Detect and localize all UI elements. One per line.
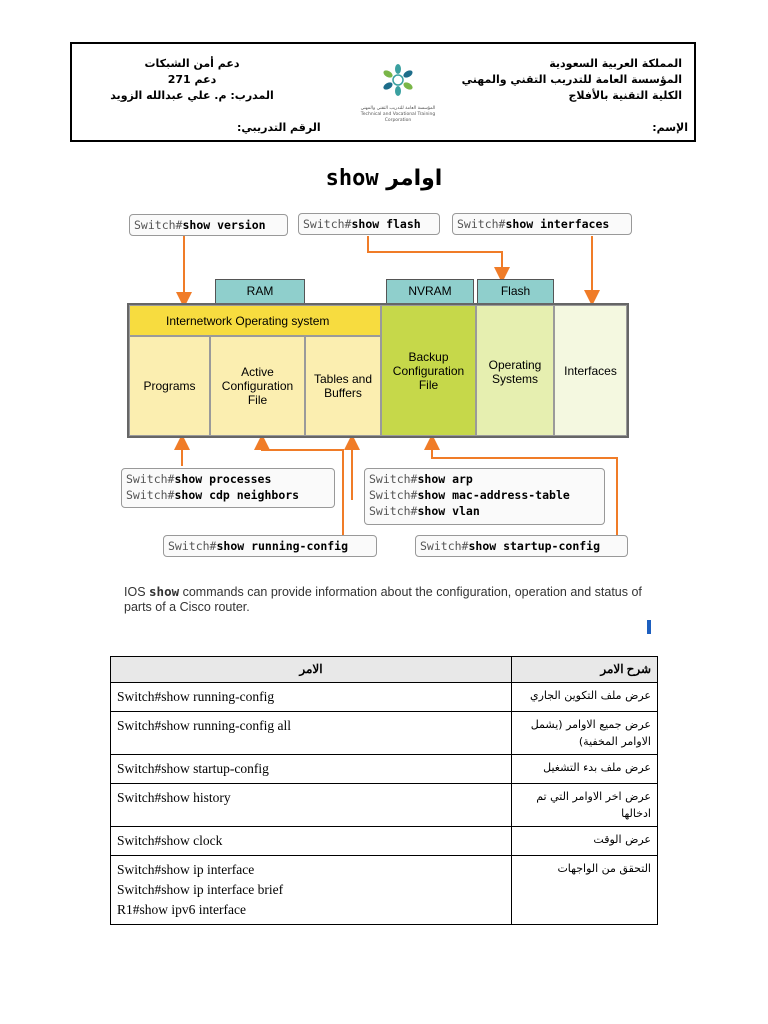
running-config-box bbox=[163, 535, 377, 557]
caption-command: show bbox=[149, 584, 180, 599]
command-line: Switch#show running-config bbox=[117, 689, 275, 704]
prompt-text: Switch# bbox=[420, 539, 469, 553]
cmd-line bbox=[369, 503, 600, 519]
table-row bbox=[111, 827, 658, 856]
command-line: Switch#show ip interface brief bbox=[117, 882, 284, 897]
prompt-text: Switch# bbox=[126, 472, 175, 486]
prompt-text: Switch# bbox=[369, 488, 418, 502]
training-id-label: الرقم التدريبي: bbox=[237, 121, 321, 134]
text-cursor-mark bbox=[647, 620, 651, 634]
command-cell bbox=[111, 856, 512, 925]
cmd-text: show processes bbox=[174, 472, 272, 486]
prompt-text: Switch# bbox=[369, 472, 418, 486]
command-cell bbox=[111, 755, 512, 784]
arrow-flash bbox=[368, 236, 502, 275]
command-line: Switch#show history bbox=[117, 790, 231, 805]
flash-label: Flash bbox=[477, 279, 554, 305]
header-command: الامر bbox=[111, 657, 512, 683]
command-line: Switch#show running-config all bbox=[117, 718, 291, 733]
title-command: show bbox=[325, 166, 379, 191]
header-description: شرح الامر bbox=[512, 657, 658, 683]
cmd-text: show startup-config bbox=[468, 539, 601, 553]
ram-label: RAM bbox=[215, 279, 305, 305]
cell-active-config: Active Configuration File bbox=[210, 336, 305, 436]
show-version-box bbox=[129, 214, 288, 236]
header-line: دعم أمن الشبكات bbox=[144, 57, 240, 70]
command-cell bbox=[111, 712, 512, 755]
header-line: المؤسسة العامة للتدريب التقني والمهني bbox=[461, 73, 682, 86]
startup-config-box bbox=[415, 535, 628, 557]
cmd-text: show cdp neighbors bbox=[174, 488, 300, 502]
prompt-text: Switch# bbox=[369, 504, 418, 518]
arp-mac-vlan-box bbox=[364, 468, 605, 525]
cmd-text: show interfaces bbox=[505, 217, 610, 231]
table-row bbox=[111, 856, 658, 925]
cmd-text: show running-config bbox=[216, 539, 349, 553]
cell-programs: Programs bbox=[129, 336, 210, 436]
ios-bar: Internetwork Operating system bbox=[129, 305, 381, 336]
prompt-text: Switch# bbox=[134, 218, 183, 232]
cmd-line bbox=[126, 471, 330, 487]
description-cell: عرض جميع الاوامر (يشمل الاوامر المخفية) bbox=[512, 712, 658, 755]
show-flash-box bbox=[298, 213, 440, 235]
description-cell: عرض ملف التكوين الجاري bbox=[512, 683, 658, 712]
show-interfaces-box bbox=[452, 213, 632, 235]
cmd-text: show version bbox=[182, 218, 266, 232]
logo-caption-en: Technical and Vocational Training Corporation bbox=[360, 112, 436, 123]
header-line: الكلية التقنية بالأفلاج bbox=[568, 89, 682, 102]
commands-table bbox=[110, 656, 658, 925]
description-cell: عرض ملف بدء التشغيل bbox=[512, 755, 658, 784]
command-cell bbox=[111, 683, 512, 712]
cmd-text: show arp bbox=[417, 472, 473, 486]
description-cell: عرض الوقت bbox=[512, 827, 658, 856]
nvram-label: NVRAM bbox=[386, 279, 474, 305]
cmd-text: show vlan bbox=[417, 504, 480, 518]
cmd-line bbox=[126, 487, 330, 503]
table-row bbox=[111, 683, 658, 712]
command-line: Switch#show startup-config bbox=[117, 761, 269, 776]
cmd-line bbox=[369, 471, 600, 487]
diagram-caption bbox=[124, 584, 644, 615]
cell-operating-systems: Operating Systems bbox=[476, 305, 554, 436]
command-cell bbox=[111, 827, 512, 856]
table-row bbox=[111, 784, 658, 827]
cell-tables-buffers: Tables and Buffers bbox=[305, 336, 381, 436]
table-row bbox=[111, 755, 658, 784]
prompt-text: Switch# bbox=[303, 217, 352, 231]
description-cell: التحقق من الواجهات bbox=[512, 856, 658, 925]
description-cell: عرض اخر الاوامر التي تم ادخالها bbox=[512, 784, 658, 827]
command-line: R1#show ipv6 interface bbox=[117, 902, 246, 917]
command-line: Switch#show clock bbox=[117, 833, 223, 848]
cmd-text: show mac-address-table bbox=[417, 488, 570, 502]
caption-text: commands can provide information about the configuration, operation and status of parts of a Cisco router. bbox=[124, 585, 642, 614]
header-line: دعم 271 bbox=[167, 73, 217, 86]
table-header-row bbox=[111, 657, 658, 683]
command-cell bbox=[111, 784, 512, 827]
header-line: المدرب: م. علي عبدالله الزويد bbox=[110, 89, 274, 102]
prompt-text: Switch# bbox=[168, 539, 217, 553]
command-line: Switch#show ip interface bbox=[117, 862, 255, 877]
title-arabic: اوامر bbox=[386, 166, 443, 191]
cell-interfaces: Interfaces bbox=[554, 305, 627, 436]
table-row bbox=[111, 712, 658, 755]
caption-text: IOS bbox=[124, 585, 150, 599]
prompt-text: Switch# bbox=[126, 488, 175, 502]
processes-cdp-box bbox=[121, 468, 335, 508]
cmd-text: show flash bbox=[351, 217, 421, 231]
name-label: الإسم: bbox=[652, 121, 688, 134]
cmd-line bbox=[369, 487, 600, 503]
cell-backup-config: Backup Configuration File bbox=[381, 305, 476, 436]
prompt-text: Switch# bbox=[457, 217, 506, 231]
logo-caption-ar: المؤسسة العامة للتدريب التقني والمهني bbox=[360, 106, 436, 111]
header-line: المملكة العربية السعودية bbox=[549, 57, 682, 70]
